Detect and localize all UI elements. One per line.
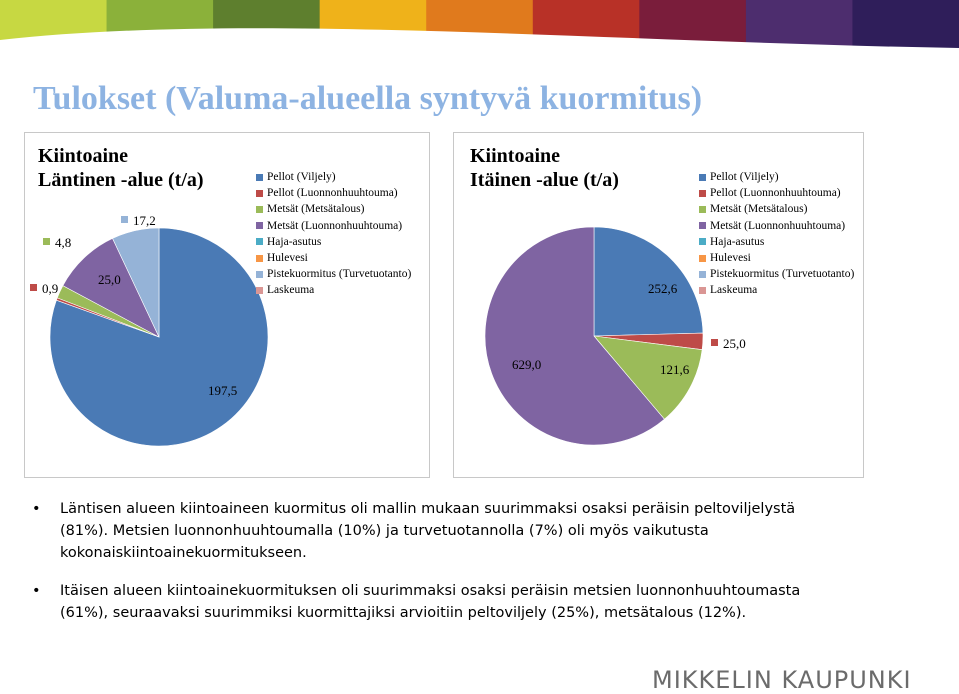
- legend-item: [699, 185, 854, 201]
- chart-title-left-line1: Kiintoaine: [38, 145, 129, 167]
- chart-panel-right: [453, 132, 864, 478]
- page-title: Tulokset (Valuma-alueella syntyvä kuormitus): [33, 80, 703, 117]
- legend-item: [256, 282, 411, 298]
- bullet-text: Läntisen alueen kiintoaineen kuormitus oli mallin mukaan suurimmaksi osaksi peräisin peltoviljelystä (81%). Metsien luonnonhuuhtoumalla (10%) ja turvetuotannolla (7%) oli myös vaikutusta kokonaiskiintoainekuormitukseen.: [60, 501, 796, 561]
- legend-swatch: [699, 271, 706, 278]
- legend-item: [699, 218, 854, 234]
- legend-item: [256, 266, 411, 282]
- bullet-item: [32, 580, 832, 624]
- legend-label: Pellot (Viljely): [267, 171, 336, 184]
- legend-item: [256, 234, 411, 250]
- bullet-marker: •: [32, 501, 41, 517]
- legend-label: Pistekuormitus (Turvetuotanto): [267, 268, 412, 281]
- data-label-marker: [30, 284, 37, 291]
- legend-left: [256, 169, 411, 299]
- data-label-marker: [121, 216, 128, 223]
- legend-label: Pellot (Viljely): [710, 171, 779, 184]
- legend-swatch: [699, 222, 706, 229]
- legend-swatch: [699, 174, 706, 181]
- legend-swatch: [256, 271, 263, 278]
- legend-item: [256, 185, 411, 201]
- legend-swatch: [256, 255, 263, 262]
- legend-right: [699, 169, 854, 299]
- legend-label: Hulevesi: [710, 252, 751, 265]
- legend-label: Laskeuma: [710, 284, 758, 297]
- data-label: 0,9: [42, 281, 59, 296]
- city-logo: MIKKELIN KAUPUNKI: [652, 666, 912, 694]
- legend-label: Laskeuma: [267, 284, 315, 297]
- legend-item: [699, 266, 854, 282]
- data-label-marker: [43, 238, 50, 245]
- data-label: 121,6: [660, 362, 690, 377]
- legend-label: Pistekuormitus (Turvetuotanto): [710, 268, 855, 281]
- legend-swatch: [699, 238, 706, 245]
- chart-panel-left: [24, 132, 430, 478]
- legend-label: Metsät (Luonnonhuuhtouma): [267, 219, 403, 232]
- legend-label: Pellot (Luonnonhuuhtouma): [710, 187, 841, 200]
- legend-label: Hulevesi: [267, 252, 308, 265]
- legend-item: [256, 201, 411, 217]
- data-label: 4,8: [55, 235, 72, 250]
- legend-label: Metsät (Metsätalous): [267, 203, 365, 216]
- legend-item: [256, 250, 411, 266]
- legend-item: [699, 201, 854, 217]
- data-label: 252,6: [648, 281, 678, 296]
- legend-swatch: [699, 255, 706, 262]
- legend-item: [699, 169, 854, 185]
- legend-swatch: [256, 238, 263, 245]
- legend-swatch: [256, 174, 263, 181]
- legend-label: Metsät (Luonnonhuuhtouma): [710, 219, 846, 232]
- data-label: 629,0: [512, 357, 542, 372]
- legend-swatch: [699, 190, 706, 197]
- data-label-marker: [711, 339, 718, 346]
- bullet-item: [32, 498, 832, 564]
- legend-label: Pellot (Luonnonhuuhtouma): [267, 187, 398, 200]
- legend-label: Haja-asutus: [710, 235, 765, 248]
- legend-swatch: [256, 287, 263, 294]
- chart-title-right-line1: Kiintoaine: [470, 145, 561, 167]
- bullet-marker: •: [32, 583, 41, 599]
- data-label: 17,2: [133, 213, 156, 228]
- data-label: 197,5: [208, 383, 238, 398]
- legend-label: Haja-asutus: [267, 235, 322, 248]
- legend-label: Metsät (Metsätalous): [710, 203, 808, 216]
- bullet-text: Itäisen alueen kiintoainekuormituksen oli suurimmaksi osaksi peräisin metsien luonnonhuuhtoumasta (61%), seuraavaksi suurimmiksi kuormittajiksi arvioitiin peltoviljely (25%), metsätalous (12%).: [60, 583, 801, 621]
- legend-swatch: [256, 206, 263, 213]
- bullet-list: [32, 498, 832, 640]
- legend-swatch: [256, 190, 263, 197]
- header-color-bar: [0, 0, 959, 55]
- chart-title-right-line2: Itäinen -alue (t/a): [470, 169, 619, 191]
- legend-swatch: [256, 222, 263, 229]
- legend-item: [699, 234, 854, 250]
- legend-swatch: [699, 206, 706, 213]
- legend-swatch: [699, 287, 706, 294]
- data-label: 25,0: [98, 272, 121, 287]
- legend-item: [256, 169, 411, 185]
- legend-item: [256, 218, 411, 234]
- chart-title-left-line2: Läntinen -alue (t/a): [38, 169, 204, 191]
- legend-item: [699, 250, 854, 266]
- legend-item: [699, 282, 854, 298]
- data-label: 25,0: [723, 336, 746, 351]
